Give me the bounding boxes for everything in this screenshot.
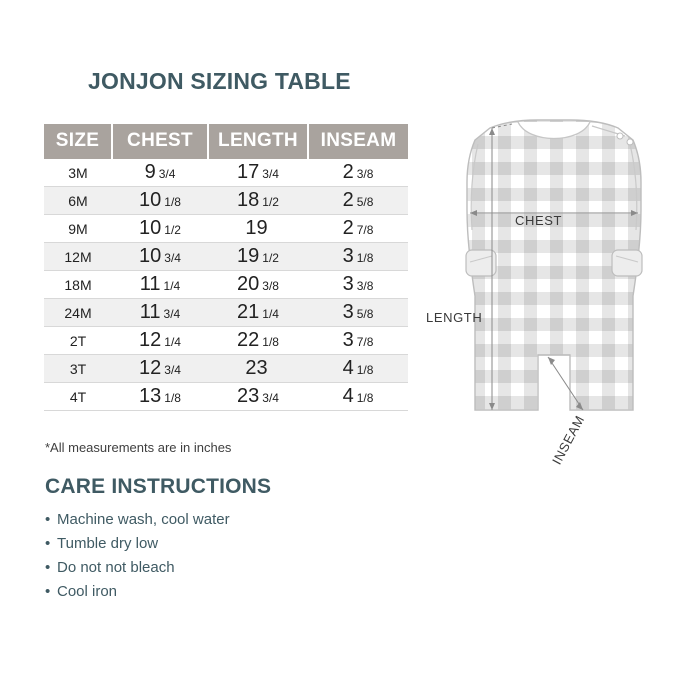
- cell-chest-fraction: 3/4: [164, 363, 181, 377]
- cell-inseam: [308, 299, 408, 327]
- cell-inseam: [308, 327, 408, 355]
- cell-chest: [112, 243, 208, 271]
- cell-chest-whole: 13: [139, 385, 162, 407]
- cell-chest-fraction: 1/4: [163, 279, 181, 293]
- cell-length: [208, 327, 308, 355]
- cell-length-fraction: 1/2: [262, 195, 279, 209]
- cell-chest-whole: 11: [139, 273, 161, 295]
- bullet-icon: •: [45, 559, 51, 576]
- cell-length-whole: 19: [237, 245, 260, 267]
- cell-chest-fraction: 1/8: [164, 391, 181, 405]
- cell-chest-fraction: 1/2: [164, 223, 181, 237]
- cell-length-whole: 20: [237, 273, 260, 295]
- cell-size: 24M: [44, 299, 112, 327]
- care-instruction-item: [45, 532, 230, 556]
- cell-chest: [112, 159, 208, 187]
- garment-body: [450, 110, 660, 430]
- cell-size: 12M: [44, 243, 112, 271]
- care-instruction-item: [45, 580, 230, 604]
- cell-length-fraction: 3/4: [262, 167, 279, 181]
- cell-chest-fraction: 3/4: [158, 167, 176, 181]
- cell-length: [208, 299, 308, 327]
- cell-inseam: [308, 159, 408, 187]
- cell-inseam-whole: 4: [342, 357, 354, 379]
- cell-length-whole: 23: [245, 357, 268, 379]
- cell-length: [208, 159, 308, 187]
- cell-length-fraction: 1/2: [262, 251, 279, 265]
- table-row: [44, 355, 408, 383]
- cell-inseam-fraction: 5/8: [356, 195, 374, 209]
- bullet-icon: •: [45, 511, 51, 528]
- cell-chest: [112, 383, 208, 411]
- cell-chest: [112, 355, 208, 383]
- cell-chest-whole: 9: [144, 161, 156, 183]
- cell-inseam: [308, 355, 408, 383]
- cell-chest: [112, 215, 208, 243]
- table-row: [44, 383, 408, 411]
- bullet-icon: •: [45, 535, 51, 552]
- cell-chest-whole: 12: [139, 329, 162, 351]
- cell-length: [208, 383, 308, 411]
- cell-size: 18M: [44, 271, 112, 299]
- cell-length-whole: 19: [245, 217, 268, 239]
- cell-chest-whole: 10: [139, 217, 162, 239]
- cell-inseam-whole: 2: [342, 217, 354, 239]
- cell-chest: [112, 299, 208, 327]
- table-row: [44, 159, 408, 187]
- cell-inseam: [308, 383, 408, 411]
- cell-chest: [112, 187, 208, 215]
- cell-chest: [112, 327, 208, 355]
- cell-chest-fraction: 1/8: [164, 195, 181, 209]
- cell-inseam-whole: 2: [342, 189, 354, 211]
- cell-chest-whole: 11: [139, 301, 161, 323]
- cell-length-whole: 22: [237, 329, 260, 351]
- cell-length-whole: 23: [237, 385, 260, 407]
- cell-length-whole: 18: [237, 189, 260, 211]
- cell-size: 9M: [44, 215, 112, 243]
- care-instruction-text: Tumble dry low: [57, 535, 159, 552]
- cell-inseam-whole: 2: [342, 161, 354, 183]
- cell-chest-whole: 12: [139, 357, 162, 379]
- cell-inseam-whole: 3: [342, 329, 354, 351]
- column-header-chest: CHEST: [112, 124, 208, 159]
- cell-chest-whole: 10: [139, 245, 162, 267]
- table-row: [44, 215, 408, 243]
- cell-size: 4T: [44, 383, 112, 411]
- cell-length-whole: 17: [237, 161, 260, 183]
- care-instruction-item: [45, 556, 230, 580]
- cell-length-fraction: 3/8: [262, 279, 279, 293]
- cell-chest: [112, 271, 208, 299]
- table-row: [44, 327, 408, 355]
- measurements-note: *All measurements are in inches: [45, 440, 232, 455]
- inseam-dimension-label: INSEAM: [549, 412, 588, 468]
- cell-inseam-whole: 3: [342, 273, 354, 295]
- cell-length: [208, 215, 308, 243]
- table-row: [44, 187, 408, 215]
- cell-inseam-fraction: 3/8: [356, 279, 374, 293]
- table-row: [44, 243, 408, 271]
- cell-inseam-fraction: 1/8: [356, 251, 374, 265]
- cell-inseam: [308, 215, 408, 243]
- page-title: JONJON SIZING TABLE: [88, 68, 351, 94]
- cell-size: 2T: [44, 327, 112, 355]
- column-header-length: LENGTH: [208, 124, 308, 159]
- cell-inseam-fraction: 7/8: [356, 223, 374, 237]
- table-row: [44, 271, 408, 299]
- cell-length-fraction: 1/8: [262, 335, 279, 349]
- cell-inseam: [308, 243, 408, 271]
- cell-inseam-fraction: 5/8: [356, 307, 374, 321]
- cell-length: [208, 243, 308, 271]
- cell-inseam: [308, 271, 408, 299]
- table-header-row: [44, 124, 408, 159]
- cell-length-fraction: 1/4: [262, 307, 279, 321]
- cell-length-fraction: 3/4: [262, 391, 279, 405]
- care-instructions-title: CARE INSTRUCTIONS: [45, 475, 272, 498]
- cell-length: [208, 271, 308, 299]
- cell-chest-fraction: 3/4: [163, 307, 181, 321]
- column-header-size: SIZE: [44, 124, 112, 159]
- cell-chest-whole: 10: [139, 189, 162, 211]
- cell-length: [208, 355, 308, 383]
- care-instruction-item: [45, 508, 230, 532]
- cell-inseam-fraction: 3/8: [356, 167, 374, 181]
- care-instruction-text: Do not not bleach: [57, 559, 175, 576]
- side-tab-right: [612, 250, 642, 276]
- care-instruction-text: Cool iron: [57, 583, 118, 600]
- cell-size: 3M: [44, 159, 112, 187]
- bullet-icon: •: [45, 583, 51, 600]
- cell-length-whole: 21: [237, 301, 260, 323]
- cell-inseam-whole: 3: [342, 245, 354, 267]
- cell-inseam-fraction: 1/8: [356, 391, 374, 405]
- care-instructions-list: [45, 508, 230, 604]
- cell-chest-fraction: 3/4: [164, 251, 181, 265]
- cell-chest-fraction: 1/4: [164, 335, 181, 349]
- cell-inseam-fraction: 1/8: [356, 363, 374, 377]
- cell-size: 3T: [44, 355, 112, 383]
- cell-inseam: [308, 187, 408, 215]
- cell-inseam-whole: 3: [342, 301, 354, 323]
- cell-length: [208, 187, 308, 215]
- length-dimension-label: LENGTH: [426, 310, 483, 325]
- table-row: [44, 299, 408, 327]
- cell-inseam-whole: 4: [342, 385, 354, 407]
- care-instruction-text: Machine wash, cool water: [57, 511, 230, 528]
- sizing-table: [44, 124, 408, 411]
- garment-diagram: [420, 110, 682, 530]
- column-header-inseam: INSEAM: [308, 124, 408, 159]
- cell-inseam-fraction: 7/8: [356, 335, 374, 349]
- chest-dimension-label: CHEST: [515, 213, 563, 228]
- cell-size: 6M: [44, 187, 112, 215]
